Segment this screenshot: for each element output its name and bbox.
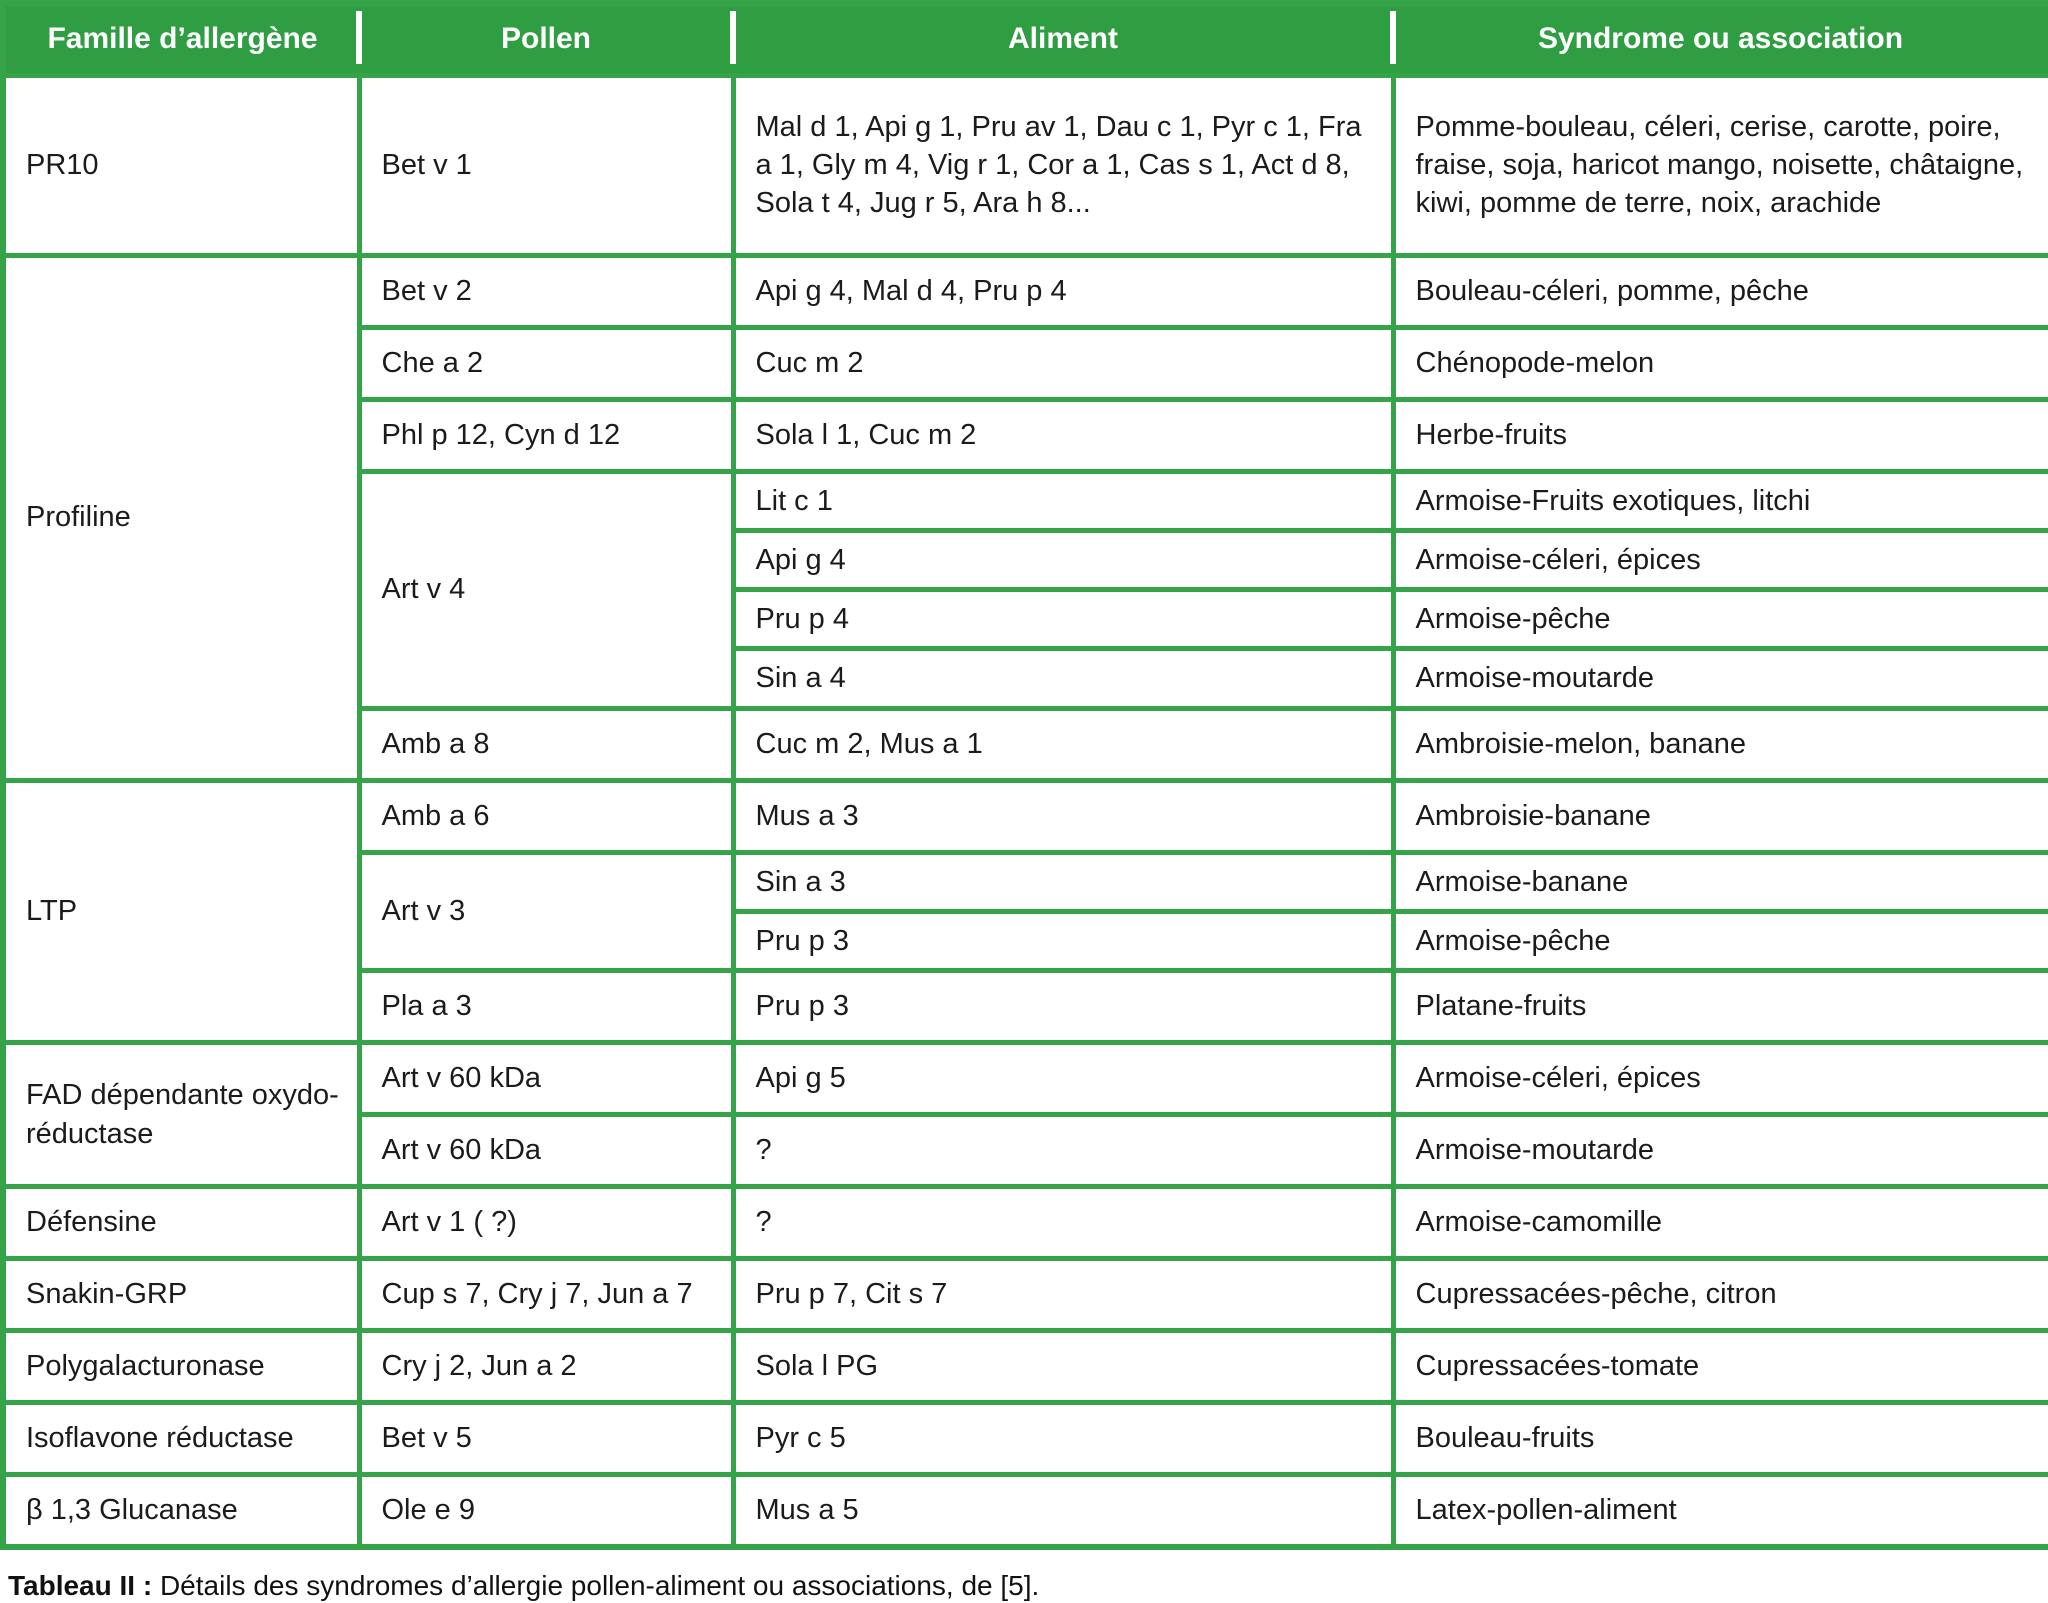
syndrome-cell: Herbe-fruits: [1393, 399, 2048, 471]
pollen-cell: Art v 3: [359, 852, 733, 971]
syndrome-cell: Armoise-moutarde: [1393, 649, 2048, 708]
pollen-cell: Phl p 12, Cyn d 12: [359, 399, 733, 471]
family-cell: Polygalacturonase: [3, 1331, 359, 1403]
pollen-cell: Bet v 2: [359, 255, 733, 327]
aliment-cell: Pyr c 5: [733, 1403, 1393, 1475]
caption-text: Détails des syndromes d’allergie pollen-aliment ou associations, de [5].: [152, 1569, 1040, 1601]
table-row: [3, 255, 2048, 327]
header-row: [3, 3, 2048, 75]
aliment-cell: Cuc m 2: [733, 327, 1393, 399]
aliment-cell: Sola l 1, Cuc m 2: [733, 399, 1393, 471]
syndrome-cell: Armoise-moutarde: [1393, 1115, 2048, 1187]
aliment-cell: Api g 4, Mal d 4, Pru p 4: [733, 255, 1393, 327]
syndrome-cell: Latex-pollen-aliment: [1393, 1475, 2048, 1547]
family-cell: LTP: [3, 780, 359, 1043]
table-row: [3, 75, 2048, 255]
table-row: [3, 1259, 2048, 1331]
pollen-cell: Amb a 8: [359, 708, 733, 780]
column-header-aliment: Aliment: [733, 3, 1393, 75]
table-row: [3, 780, 2048, 852]
table-row: [3, 1187, 2048, 1259]
aliment-cell: Sola l PG: [733, 1331, 1393, 1403]
family-cell: PR10: [3, 75, 359, 255]
family-cell: Défensine: [3, 1187, 359, 1259]
syndrome-cell: Platane-fruits: [1393, 971, 2048, 1043]
pollen-cell: Bet v 1: [359, 75, 733, 255]
pollen-cell: Amb a 6: [359, 780, 733, 852]
syndrome-cell: Ambroisie-melon, banane: [1393, 708, 2048, 780]
table-row: [3, 1331, 2048, 1403]
pollen-cell: Cry j 2, Jun a 2: [359, 1331, 733, 1403]
column-header-famille: Famille d’allergène: [3, 3, 359, 75]
syndrome-cell: Armoise-Fruits exotiques, litchi: [1393, 471, 2048, 530]
table-row: [3, 1403, 2048, 1475]
family-cell: β 1,3 Glucanase: [3, 1475, 359, 1547]
syndrome-cell: Armoise-pêche: [1393, 911, 2048, 970]
aliment-cell: Mus a 5: [733, 1475, 1393, 1547]
aliment-cell: Lit c 1: [733, 471, 1393, 530]
aliment-cell: Pru p 3: [733, 971, 1393, 1043]
table-caption: [8, 1570, 2048, 1602]
aliment-cell: Cuc m 2, Mus a 1: [733, 708, 1393, 780]
family-cell: Snakin-GRP: [3, 1259, 359, 1331]
pollen-cell: Ole e 9: [359, 1475, 733, 1547]
aliment-cell: Mal d 1, Api g 1, Pru av 1, Dau c 1, Pyr c 1, Fra a 1, Gly m 4, Vig r 1, Cor a 1, Cas s 1, Act d 8, Sola t 4, Jug r 5, Ara h 8...: [733, 75, 1393, 255]
aliment-cell: ?: [733, 1115, 1393, 1187]
aliment-cell: Api g 5: [733, 1043, 1393, 1115]
syndrome-cell: Chénopode-melon: [1393, 327, 2048, 399]
syndrome-cell: Armoise-céleri, épices: [1393, 1043, 2048, 1115]
column-header-syndrome: Syndrome ou association: [1393, 3, 2048, 75]
aliment-cell: Pru p 3: [733, 911, 1393, 970]
pollen-cell: Che a 2: [359, 327, 733, 399]
pollen-cell: Art v 60 kDa: [359, 1043, 733, 1115]
aliment-cell: Api g 4: [733, 530, 1393, 589]
pollen-cell: Art v 1 ( ?): [359, 1187, 733, 1259]
aliment-cell: Sin a 4: [733, 649, 1393, 708]
aliment-cell: Pru p 4: [733, 590, 1393, 649]
column-header-pollen: Pollen: [359, 3, 733, 75]
caption-label: Tableau II :: [8, 1569, 153, 1601]
pollen-cell: Art v 4: [359, 471, 733, 708]
aliment-cell: Sin a 3: [733, 852, 1393, 911]
syndrome-cell: Cupressacées-pêche, citron: [1393, 1259, 2048, 1331]
aliment-cell: ?: [733, 1187, 1393, 1259]
pollen-cell: Art v 60 kDa: [359, 1115, 733, 1187]
aliment-cell: Pru p 7, Cit s 7: [733, 1259, 1393, 1331]
aliment-cell: Mus a 3: [733, 780, 1393, 852]
table-row: [3, 1043, 2048, 1115]
syndrome-cell: Bouleau-fruits: [1393, 1403, 2048, 1475]
syndrome-cell: Armoise-pêche: [1393, 590, 2048, 649]
pollen-cell: Cup s 7, Cry j 7, Jun a 7: [359, 1259, 733, 1331]
syndrome-cell: Armoise-camomille: [1393, 1187, 2048, 1259]
syndrome-cell: Armoise-céleri, épices: [1393, 530, 2048, 589]
syndrome-cell: Pomme-bouleau, céleri, cerise, carotte, poire, fraise, soja, haricot mango, noisette, châtaigne, kiwi, pomme de terre, noix, arachide: [1393, 75, 2048, 255]
pollen-cell: Bet v 5: [359, 1403, 733, 1475]
table-row: [3, 1475, 2048, 1547]
family-cell: Isoflavone réductase: [3, 1403, 359, 1475]
family-cell: FAD dépendante oxydo-réductase: [3, 1043, 359, 1187]
syndrome-cell: Bouleau-céleri, pomme, pêche: [1393, 255, 2048, 327]
pollen-cell: Pla a 3: [359, 971, 733, 1043]
syndrome-cell: Ambroisie-banane: [1393, 780, 2048, 852]
family-cell: Profiline: [3, 255, 359, 780]
syndrome-cell: Armoise-banane: [1393, 852, 2048, 911]
syndrome-cell: Cupressacées-tomate: [1393, 1331, 2048, 1403]
